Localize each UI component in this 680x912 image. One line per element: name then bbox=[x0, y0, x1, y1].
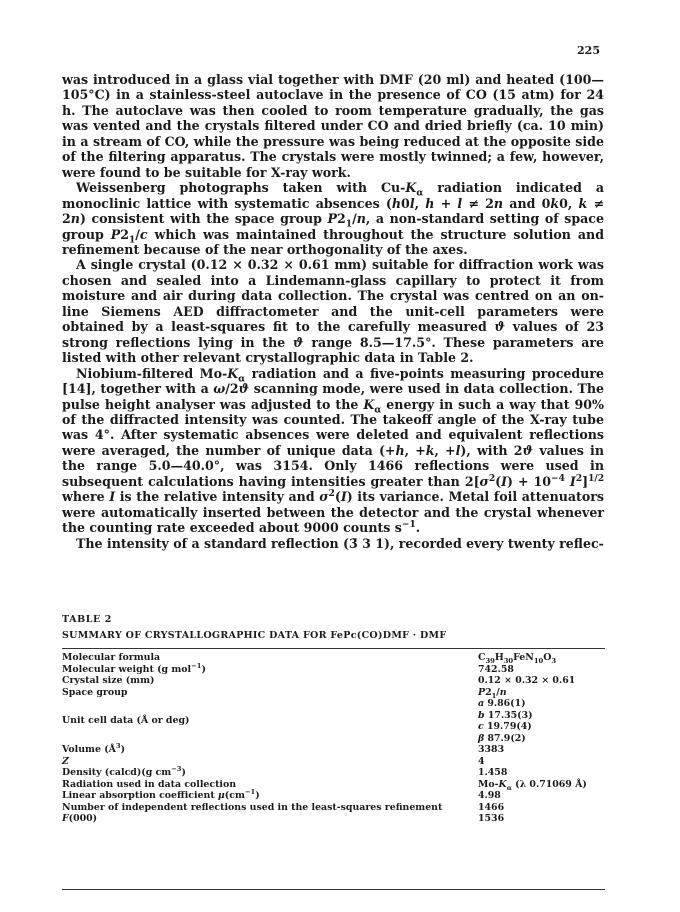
paragraph: A single crystal (0.12 × 0.32 × 0.61 mm) suitable for diffraction work was chosen and sealed into a Lindemann-glass capillary to protect it from moisture and air during data collection. The crystal was centred on an on-line Siemens AED diffractometer and the unit-cell parameters were obtained by a least-squares fit to the carefully measured ϑ values of 23 strong reflections lying in the ϑ range 8.5—17.5°. These parameters are listed with other relevant crystallographic data in Table 2. bbox=[62, 257, 604, 366]
row-label: Number of independent reflections used in the least-squares refinement bbox=[62, 801, 443, 813]
row-value: $Mo-K_\alpha$ (λ 0.71069 Å) bbox=[478, 778, 587, 792]
table-row bbox=[62, 787, 605, 802]
row-value: $P2_1/n$ bbox=[478, 686, 507, 700]
table-row bbox=[62, 764, 605, 779]
row-label: Molecular weight (g mol$^{-1}$) bbox=[62, 661, 206, 675]
row-value: c 19.79(4) bbox=[478, 721, 532, 732]
row-value: β 87.9(2) bbox=[478, 732, 526, 744]
table-row bbox=[62, 813, 605, 825]
row-values bbox=[478, 675, 605, 687]
page-number: 225 bbox=[577, 44, 600, 57]
row-values bbox=[478, 687, 605, 699]
row-label: F(000) bbox=[62, 813, 98, 824]
table-label: TABLE 2 bbox=[62, 614, 112, 625]
crystallographic-data-table bbox=[62, 652, 605, 825]
row-values bbox=[478, 779, 605, 791]
row-value: 1466 bbox=[478, 801, 505, 813]
row-value: a 9.86(1) bbox=[478, 698, 526, 709]
row-label: Z bbox=[62, 755, 69, 767]
row-label: Radiation used in data collection bbox=[62, 778, 237, 790]
row-values bbox=[478, 744, 605, 756]
table-row bbox=[62, 652, 605, 664]
table-row bbox=[62, 675, 605, 687]
table-row bbox=[62, 802, 605, 814]
paragraph: Weissenberg photographs taken with $Cu-K_\alpha$ radiation indicated a monoclinic lattice with systematic absences (h0l, h + l ≠ 2n and 0k0, k ≠ 2n) consistent with the space group $P2_1/n$, a non-standard setting of space group $P2_1/c$ which was maintained throughout the structure solution and refinement because of the near orthogonality of the axes. bbox=[62, 180, 605, 257]
row-value: 0.12 × 0.32 × 0.61 bbox=[478, 675, 576, 686]
paragraph: The intensity of a standard reflection (3̄ 3 1), recorded every twenty reflec- bbox=[76, 535, 604, 551]
row-values bbox=[478, 664, 605, 676]
row-value: $C_{39}H_{30}FeN_{10}O_3$ bbox=[478, 652, 557, 665]
row-values bbox=[478, 813, 605, 825]
table-row bbox=[62, 741, 605, 756]
row-values bbox=[478, 767, 605, 779]
table-row bbox=[62, 756, 605, 768]
table-row bbox=[62, 687, 605, 699]
table-row bbox=[62, 779, 605, 791]
row-label: Molecular formula bbox=[62, 652, 161, 663]
row-value: 1536 bbox=[478, 813, 505, 824]
row-value: 4.98 bbox=[478, 790, 501, 801]
row-value: 4 bbox=[478, 755, 485, 767]
row-label: Crystal size (mm) bbox=[62, 675, 155, 686]
paragraph: Niobium-filtered $Mo-K_\alpha$ radiation and a five-points measuring procedure [14], together with a ω/2ϑ scanning mode, were used in data collection. The pulse height analyser was adjusted to the $K_\alpha$ energy in such a way that 90% of the diffracted intensity was counted. The takeoff angle of the X-ray tube was 4°. After systematic absences were deleted and equivalent reflections were averaged, the number of unique data (+h, +k, +l), with 2ϑ values in the range 5.0—40.0°, was 3154. Only 1466 reflections were used in subsequent calculations having intensities greater than $2[\sigma^2(I) + 10^{-4}$ $I^2]^{1/2}$ where I is the relative intensity and $\sigma^2(I)$ its variance. Metal foil attenuators were automatically inserted between the detector and the crystal whenever the counting rate exceeded about 9000 counts $s^{-1}$. bbox=[62, 365, 605, 536]
row-values bbox=[478, 790, 605, 802]
row-value: 3383 bbox=[478, 744, 505, 755]
row-values bbox=[478, 652, 605, 664]
row-values bbox=[478, 698, 605, 744]
row-label: Volume $(Å^3)$ bbox=[62, 741, 126, 755]
row-values bbox=[478, 802, 605, 814]
table-row bbox=[62, 661, 605, 676]
row-value: 1.458 bbox=[478, 767, 508, 778]
table-title: SUMMARY OF CRYSTALLOGRAPHIC DATA FOR FePc(CO)DMF · DMF bbox=[62, 630, 447, 641]
paragraph: was introduced in a glass vial together with DMF (20 ml) and heated (100—105°C) in a stainless-steel autoclave in the presence of CO (15 atm) for 24 h. The autoclave was then cooled to room temperature gradually, the gas was vented and the crystals filtered under CO and dried briefly (ca. 10 min) in a stream of CO, while the pressure was being reduced at the opposite side of the filtering apparatus. The crystals were mostly twinned; a few, however, were found to be suitable for X-ray work. bbox=[62, 72, 604, 180]
row-label: Density (calcd)(g $cm^{-3}$) bbox=[62, 764, 186, 778]
row-value: 742.58 bbox=[478, 663, 514, 675]
row-label: Linear absorption coefficient $\mu(cm^{-1})$ bbox=[62, 787, 260, 801]
table-bottom-rule bbox=[62, 889, 605, 890]
row-label: Space group bbox=[62, 686, 128, 698]
row-value: b 17.35(3) bbox=[478, 709, 533, 721]
body-text bbox=[62, 72, 604, 551]
table-top-rule bbox=[62, 648, 605, 649]
row-label: Unit cell data (Å or deg) bbox=[62, 715, 190, 727]
table-row bbox=[62, 698, 605, 744]
row-values bbox=[478, 756, 605, 768]
